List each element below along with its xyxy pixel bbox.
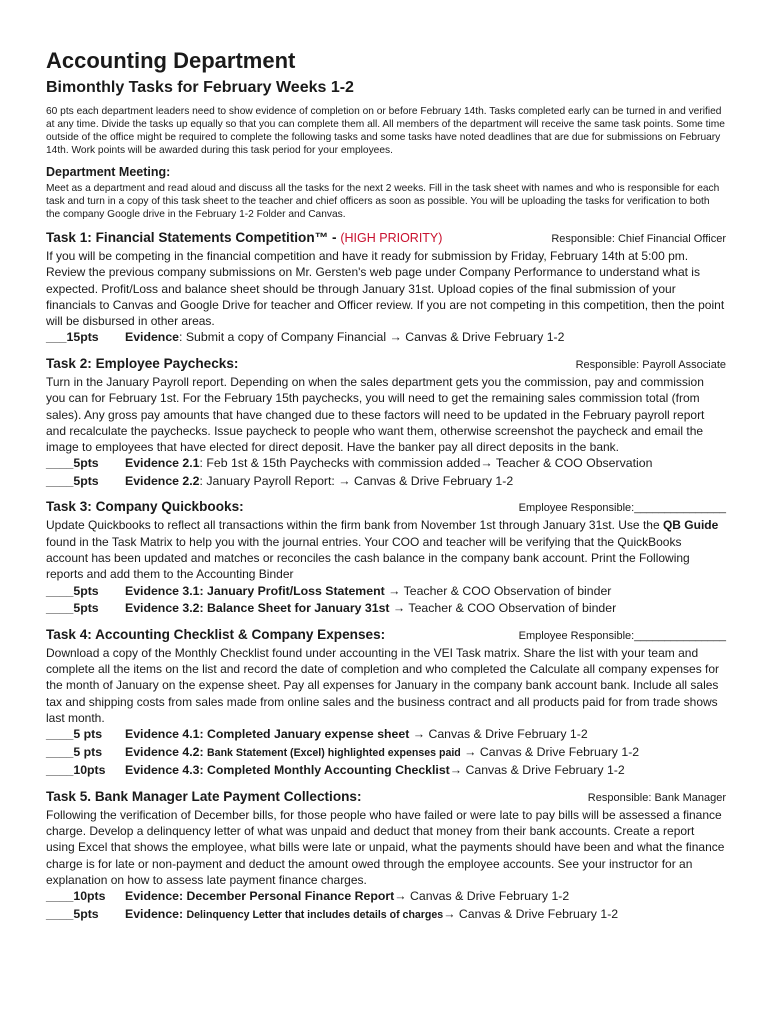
evidence-label: Evidence 2.2 <box>125 473 200 488</box>
points-blank: ____10pts <box>46 763 106 778</box>
task-4-body: Download a copy of the Monthly Checklist found under accounting in the VEI Task matrix. Share the list with your team and complete all the items on the list and record the date of completion and who completed the Calculate all company expenses for the month of January on the expense sheet. Pay all expenses for January in the company bank account bank. Include all sales tax and shipping costs from sales made from online sales and the business contract and all products paid for from trade shows last month. <box>46 645 720 725</box>
evidence-description: → Teacher & COO Observation of binder <box>389 601 617 616</box>
task-2-body: Turn in the January Payroll report. Depending on when the sales department gets you the commission, pay and commission you can for February 1st. For the February 15th paychecks, you will need to get the remaining sales commission total (from sales). Any gross pay amounts that have changed due to these factors will need to be updated in the February payroll report and recalculate the paychecks. Issue paycheck to people who want them, otherwise screenshot the paycheck and email the image to employees that have elected for direct deposit. Have the banker pay all direct deposits in the bank. <box>46 374 705 455</box>
evidence-label: Evidence: December Personal Finance Report <box>125 889 395 904</box>
evidence-text <box>125 473 726 491</box>
task-4-evidence-1 <box>46 726 726 744</box>
task-5-header <box>46 789 726 807</box>
evidence-description: : Feb 1st & 15th Paychecks with commission added→ Teacher & COO Observation <box>199 456 653 471</box>
page-title: Accounting Department <box>46 48 296 73</box>
task-2-evidence-1 <box>46 455 726 473</box>
evidence-text <box>125 726 726 744</box>
task-1-responsible: Responsible: Chief Financial Officer <box>551 233 726 245</box>
evidence-description: → Teacher & COO Observation of binder <box>384 583 612 598</box>
task-3-header <box>46 499 726 517</box>
evidence-description: → Canvas & Drive February 1-2 <box>394 889 570 904</box>
evidence-text <box>125 762 726 780</box>
task-5 <box>46 789 726 924</box>
task-5-evidence-2 <box>46 906 726 925</box>
evidence-description: : Submit a copy of Company Financial → Canvas & Drive February 1-2 <box>179 330 565 345</box>
task-3-title: Task 3: Company Quickbooks: <box>46 499 244 515</box>
task-4-header <box>46 627 726 645</box>
evidence-label-small: Bank Statement (Excel) highlighted expenses paid <box>207 746 461 759</box>
priority-label: (HIGH PRIORITY) <box>340 231 443 245</box>
task-2-header <box>46 356 726 374</box>
points-blank: ____5pts <box>46 473 99 488</box>
points-blank: ____10pts <box>46 889 106 904</box>
task-4-evidence-3 <box>46 762 726 780</box>
evidence-label: Evidence 3.1: January Profit/Loss Statement <box>125 583 385 598</box>
evidence-description: → Canvas & Drive February 1-2 <box>409 727 588 742</box>
evidence-label: Evidence 3.2: Balance Sheet for January 31st <box>125 601 390 616</box>
task-2-evidence-2 <box>46 473 726 491</box>
task-5-title: Task 5. Bank Manager Late Payment Collections: <box>46 788 362 804</box>
points-blank: ___15pts <box>46 330 99 345</box>
task-4-title: Task 4: Accounting Checklist & Company Expenses: <box>46 626 386 642</box>
qb-guide-reference: QB Guide <box>662 518 719 533</box>
evidence-description: → Canvas & Drive February 1-2 <box>460 744 640 759</box>
page-subtitle: Bimonthly Tasks for February Weeks 1-2 <box>46 79 354 96</box>
task-2 <box>46 356 726 490</box>
task-1-header <box>46 230 726 248</box>
evidence-description: → Canvas & Drive February 1-2 <box>449 763 625 778</box>
task-3 <box>46 499 726 617</box>
task-5-evidence-1 <box>46 888 726 906</box>
evidence-text <box>125 583 726 601</box>
evidence-label-small: Delinquency Letter that includes details of charges <box>186 908 444 921</box>
task-3-body-part-1: Update Quickbooks to reflect all transactions within the firm bank from November 1st through January 31st. Use the <box>46 518 663 533</box>
evidence-label: Evidence 4.3: Completed Monthly Accounting Checklist <box>125 763 450 778</box>
task-3-body <box>46 517 726 582</box>
task-3-body-part-2: found in the Task Matrix to help you with the journal entries. Your COO and teacher will be verifying that the QuickBooks account has been updated and matches or reconciles the cash balance in the company bank account. Print the Following reports and add them to the Accounting Binder <box>46 534 690 582</box>
task-4-evidence-2 <box>46 744 726 763</box>
evidence-label: Evidence 4.2: <box>125 744 208 759</box>
points-blank: ____5 pts <box>46 744 103 759</box>
points-blank: ____5 pts <box>46 727 103 742</box>
intro-paragraph: 60 pts each department leaders need to show evidence of completion on or before February 14th. Tasks completed early can be turned in and verified at any time. Divide the tasks up equally so that you can complete them all. All members of the department will receive the same task points. Some time outside of the office might be required to complete the following tasks and some tasks have noted deadlines that are due for submissions on February 14th. Work points will be awarded during this task period for your employees. <box>46 106 725 156</box>
points-blank: ____5pts <box>46 583 99 598</box>
evidence-text <box>125 329 726 347</box>
task-1-evidence-1 <box>46 329 726 347</box>
points-blank: ____5pts <box>46 601 99 616</box>
evidence-description: : January Payroll Report: → Canvas & Drive February 1-2 <box>199 473 514 488</box>
evidence-text <box>125 744 726 763</box>
task-4 <box>46 627 726 780</box>
evidence-text <box>125 600 726 618</box>
evidence-label: Evidence: <box>125 906 187 921</box>
meeting-heading: Department Meeting: <box>46 165 171 179</box>
task-5-body: Following the verification of December bills, for those people who have failed or were late to pay bills will be assessed a finance charge. Develop a delinquency letter of what was unpaid and deduct that money from their bank accounts. Create a report using Excel that shows the employee, what bills were late or unpaid, what the payments should have been and what the finance charge is for late or non-payment and deduct the amount owed through the employee accounts. See your instructor for an explanation on how to assess late payment finance charges. <box>46 807 725 887</box>
task-1-title-text: Task 1: Financial Statements Competition™ - <box>46 230 341 245</box>
evidence-label: Evidence 4.1: Completed January expense sheet <box>125 727 410 742</box>
meeting-paragraph: Meet as a department and read aloud and discuss all the tasks for the next 2 weeks. Fill in the task sheet with names and who is responsible for each task and turn in a copy of this task sheet to the teacher and chief officers as soon as possible. You will be uploading the tasks for verification to both the company Google drive in the February 1-2 Folder and Canvas. <box>46 183 720 220</box>
task-1 <box>46 230 726 347</box>
task-3-evidence-1 <box>46 583 726 601</box>
document-page <box>46 48 726 924</box>
evidence-text <box>125 455 726 473</box>
task-5-responsible: Responsible: Bank Manager <box>587 791 726 804</box>
evidence-text <box>125 906 726 925</box>
task-3-responsible: Employee Responsible:_______________ <box>518 502 726 515</box>
task-3-evidence-2 <box>46 600 726 618</box>
task-4-responsible: Employee Responsible:_______________ <box>518 629 726 642</box>
points-blank: ____5pts <box>46 906 99 921</box>
task-1-body: If you will be competing in the financial competition and have it ready for submission by Friday, February 14th at 5:00 pm. Review the previous company submissions on Mr. Gersten's web page under Company Performance to understand what is expected. Profit/Loss and balance sheet should be through January 31st. Upload copies of the final submission of your financials to Canvas and Google Drive for teacher and Officer review. If you are not competing in this competition, then the point will be disbursed in other areas. <box>46 249 725 329</box>
evidence-description: → Canvas & Drive February 1-2 <box>443 906 619 921</box>
evidence-label: Evidence 2.1 <box>125 456 200 471</box>
evidence-label: Evidence <box>125 330 179 345</box>
task-2-responsible: Responsible: Payroll Associate <box>575 358 726 371</box>
evidence-text <box>125 888 726 906</box>
task-1-title <box>46 230 442 245</box>
points-blank: ____5pts <box>46 456 99 471</box>
task-2-title: Task 2: Employee Paychecks: <box>46 355 239 371</box>
